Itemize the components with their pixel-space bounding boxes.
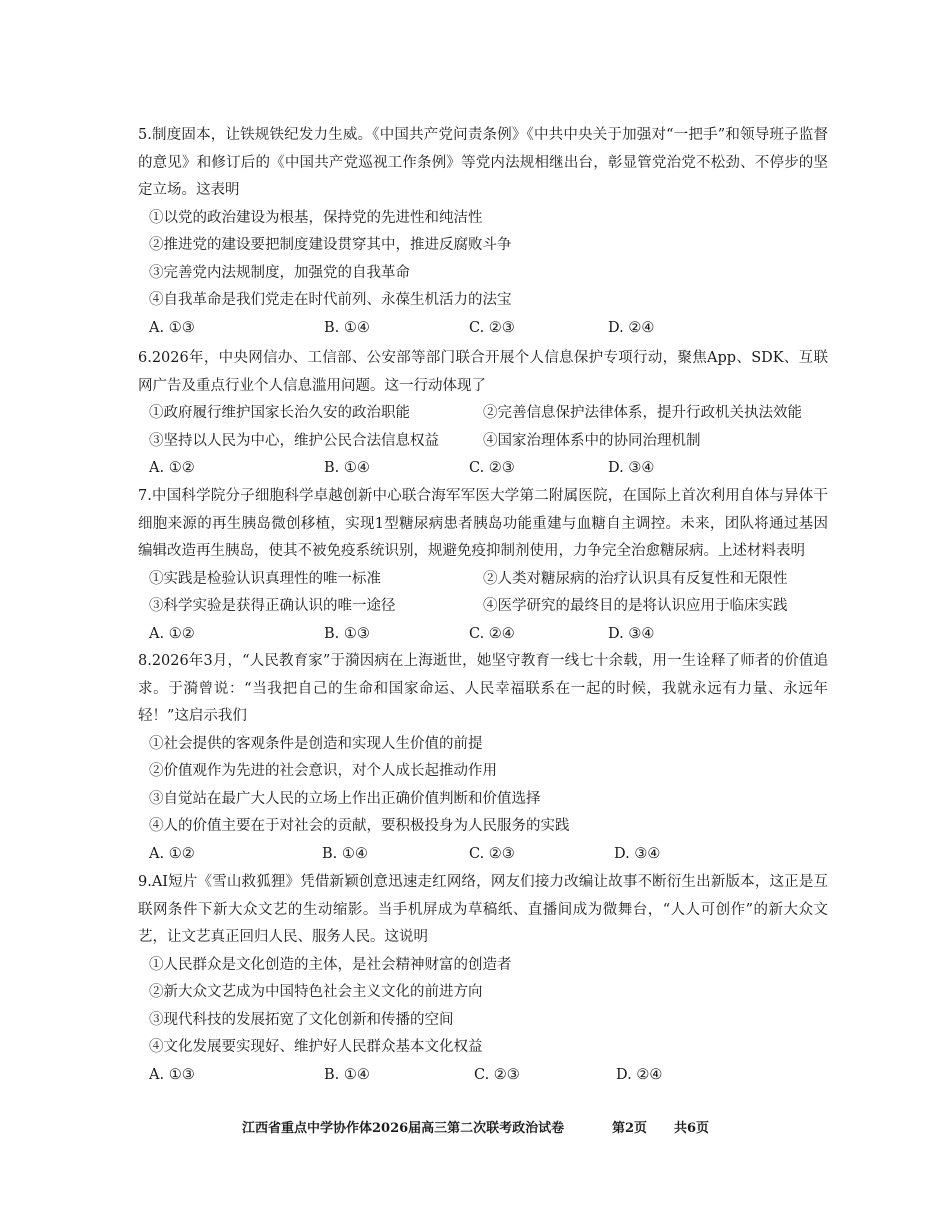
answer-choices (138, 1062, 828, 1090)
statement-option: ②人类对糖尿病的治疗认识具有反复性和无限性 (483, 570, 788, 587)
statement-option: ①政府履行维护国家长治久安的政治职能 (149, 405, 410, 421)
question-5 (138, 122, 828, 342)
statement-option: ④文化发展要实现好、维护好人民群众基本文化权益 (149, 1039, 483, 1055)
choice-a: A. ①③ (149, 319, 195, 336)
choice-c: C. ②③ (474, 1066, 520, 1083)
question-stem: 5.制度固本，让铁规铁纪发力生威。《中国共产党问责条例》《中共中央关于加强对“一把手”和领导班子监督的意见》和修订后的《中国共产党巡视工作条例》等党内法规相继出台，彰显管党治党不松劲、不停步的坚定立场。这表明 (138, 127, 828, 198)
statement-option: ④国家治理体系中的协同治理机制 (483, 432, 701, 449)
question-stem: 6.2026年，中央网信办、工信部、公安部等部门联合开展个人信息保护专项行动，聚焦App、SDK、互联网广告及重点行业个人信息滥用问题。这一行动体现了 (138, 350, 828, 394)
choice-a: A. ①③ (149, 1066, 195, 1083)
statement-option: ③坚持以人民为中心，维护公民合法信息权益 (149, 432, 439, 449)
question-8 (138, 648, 828, 868)
choice-b: B. ①④ (322, 845, 368, 862)
statement-option: ④自我革命是我们党走在时代前列、永葆生机活力的法宝 (149, 292, 512, 308)
choice-a: A. ①② (149, 460, 195, 476)
statement-option: ②推进党的建设要把制度建设贯穿其中，推进反腐败斗争 (149, 237, 512, 253)
exam-title: 江西省重点中学协作体2026届高三第二次联考政治试卷 (242, 1121, 565, 1136)
statement-option: ②完善信息保护法律体系，提升行政机关执法效能 (483, 405, 802, 421)
statement-option: ①以党的政治建设为根基，保持党的先进性和纯洁性 (149, 209, 483, 226)
statement-option: ③现代科技的发展拓宽了文化创新和传播的空间 (149, 1011, 454, 1028)
answer-choices (138, 841, 828, 869)
choice-d: D. ③④ (608, 625, 655, 642)
choice-a: A. ①② (149, 845, 195, 862)
choice-d: D. ③④ (614, 845, 661, 862)
choice-a: A. ①② (149, 625, 195, 642)
choice-d: D. ②④ (616, 1066, 663, 1083)
statement-option: ①人民群众是文化创造的主体，是社会精神财富的创造者 (149, 956, 512, 973)
question-7 (138, 483, 828, 648)
answer-choices (138, 315, 828, 343)
statement-option: ③科学实验是获得正确认识的唯一途径 (149, 598, 396, 614)
statement-option: ④医学研究的最终目的是将认识应用于临床实践 (483, 598, 788, 614)
choice-b: B. ①④ (324, 319, 370, 336)
question-stem: 9.AI短片《雪山救狐狸》凭借新颖创意迅速走红网络，网友们接力改编让故事不断衍生出新版本，这正是互联网条件下新大众文艺的生动缩影。当手机屏成为草稿纸、直播间成为微舞台，“人人可创作”的新大众文艺，让文艺真正回归人民、服务人民。这说明 (138, 874, 828, 945)
choice-c: C. ②③ (469, 319, 515, 336)
statement-options (138, 400, 828, 455)
question-stem: 8.2026年3月，“人民教育家”于漪因病在上海逝世，她坚守教育一线七十余载，用一生诠释了师者的价值追求。于漪曾说：“当我把自己的生命和国家命运、人民幸福联系在一起的时候，我就永远有力量、永远年轻！”这启示我们 (138, 653, 828, 724)
answer-choices (138, 621, 828, 649)
choice-d: D. ②④ (608, 319, 655, 336)
statement-option: ②新大众文艺成为中国特色社会主义文化的前进方向 (149, 984, 483, 1000)
statement-option: ③完善党内法规制度，加强党的自我革命 (149, 264, 410, 281)
statement-option: ①社会提供的客观条件是创造和实现人生价值的前提 (149, 735, 483, 752)
statement-option: ④人的价值主要在于对社会的贡献，要积极投身为人民服务的实践 (149, 818, 570, 834)
question-9 (138, 869, 828, 1089)
statement-option: ①实践是检验认识真理性的唯一标准 (149, 570, 381, 587)
choice-c: C. ②④ (469, 625, 515, 642)
choice-c: C. ②③ (469, 845, 515, 862)
answer-choices (138, 455, 828, 483)
choice-b: B. ①④ (324, 460, 370, 476)
choice-c: C. ②③ (469, 460, 515, 476)
statement-option: ③自觉站在最广大人民的立场上作出正确价值判断和价值选择 (149, 790, 541, 807)
choice-b: B. ①④ (324, 1066, 370, 1083)
page-number: 第2页 (612, 1121, 648, 1136)
question-stem: 7.中国科学院分子细胞科学卓越创新中心联合海军军医大学第二附属医院，在国际上首次利用自体与异体干细胞来源的再生胰岛微创移植，实现1型糖尿病患者胰岛功能重建与血糖自主调控。未来，团队将通过基因编辑改造再生胰岛，使其不被免疫系统识别，规避免疫抑制剂使用，力争完全治愈糖尿病。上述材料表明 (138, 488, 828, 559)
choice-b: B. ①③ (324, 625, 370, 642)
statement-options (138, 566, 828, 621)
question-6 (138, 345, 828, 483)
statement-option: ②价值观作为先进的社会意识，对个人成长起推动作用 (149, 763, 497, 779)
choice-d: D. ③④ (608, 460, 655, 476)
total-pages: 共6页 (674, 1121, 710, 1136)
